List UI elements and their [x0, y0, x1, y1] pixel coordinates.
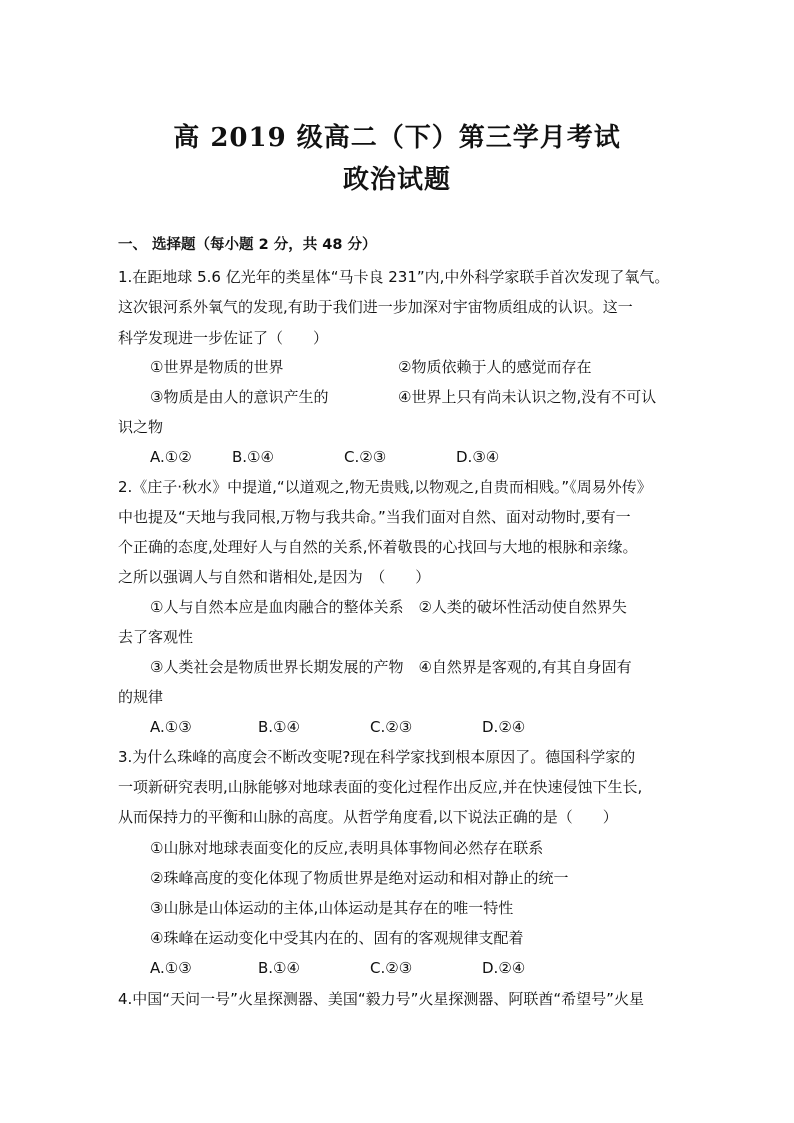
q3-choice-d: D.②④	[482, 959, 526, 977]
q1-statement-4-cont: 识之物	[118, 418, 164, 436]
q1-choice-d: D.③④	[456, 448, 500, 466]
q2-choice-a: A.①③	[150, 718, 192, 736]
q2-statement-2-cont: 去了客观性	[118, 628, 194, 646]
q4-stem-line: 4.中国“天问一号”火星探测器、美国“毅力号”火星探测器、阿联酋“希望号”火星	[118, 990, 644, 1008]
q1-statement-3: ③物质是由人的意识产生的	[150, 388, 329, 406]
q1-stem-line: 这次银河系外氧气的发现,有助于我们进一步加深对宇宙物质组成的认识。这一	[118, 298, 633, 316]
exam-title: 高 2019 级高二（下）第三学月考试	[173, 123, 621, 153]
q2-stem-line: 中也提及“天地与我同根,万物与我共命。”当我们面对自然、面对动物时,要有一	[118, 508, 631, 526]
q2-stem-line: 之所以强调人与自然和谐相处,是因为 （ ）	[118, 568, 431, 586]
q3-stem-line: 一项新研究表明,山脉能够对地球表面的变化过程作出反应,并在快速侵蚀下生长,	[118, 778, 643, 796]
q1-stem-line: 1.在距地球 5.6 亿光年的类星体“马卡良 231”内,中外科学家联手首次发现了氧气。	[118, 268, 670, 286]
q1-statement-2: ②物质依赖于人的感觉而存在	[398, 358, 592, 376]
exam-subtitle: 政治试题	[342, 165, 451, 195]
q1-stem-line: 科学发现进一步佐证了（ ）	[118, 329, 329, 347]
q3-choice-b: B.①④	[258, 959, 300, 977]
q2-statement-3-4: ③人类社会是物质世界长期发展的产物 ④自然界是客观的,有其自身固有	[150, 658, 632, 676]
q2-choice-d: D.②④	[482, 718, 526, 736]
q1-choice-a: A.①②	[150, 448, 192, 466]
q2-choice-c: C.②③	[370, 718, 413, 736]
q2-choice-b: B.①④	[258, 718, 300, 736]
q3-statement-2: ②珠峰高度的变化体现了物质世界是绝对运动和相对静止的统一	[150, 869, 569, 887]
q3-stem-line: 从而保持力的平衡和山脉的高度。从哲学角度看,以下说法正确的是（ ）	[118, 808, 618, 826]
q3-choice-c: C.②③	[370, 959, 413, 977]
q2-statement-1-2: ①人与自然本应是血肉融合的整体关系 ②人类的破坏性活动使自然界失	[150, 598, 627, 616]
q3-statement-3: ③山脉是山体运动的主体,山体运动是其存在的唯一特性	[150, 899, 514, 917]
q3-statement-1: ①山脉对地球表面变化的反应,表明具体事物间必然存在联系	[150, 839, 544, 857]
q1-choice-c: C.②③	[344, 448, 387, 466]
q2-stem-line: 2.《庄子·秋水》中提道,“以道观之,物无贵贱,以物观之,自贵而相贱。”《周易外传》	[118, 478, 652, 496]
q3-stem-line: 3.为什么珠峰的高度会不断改变呢?现在科学家找到根本原因了。德国科学家的	[118, 748, 636, 766]
q1-choice-b: B.①④	[232, 448, 274, 466]
q3-choice-a: A.①③	[150, 959, 192, 977]
q1-statement-1: ①世界是物质的世界	[150, 358, 284, 376]
q2-statement-4-cont: 的规律	[118, 688, 164, 706]
q2-stem-line: 个正确的态度,处理好人与自然的关系,怀着敬畏的心找回与大地的根脉和亲缘。	[118, 538, 638, 556]
q3-statement-4: ④珠峰在运动变化中受其内在的、固有的客观规律支配着	[150, 929, 524, 947]
q1-statement-4: ④世界上只有尚未认识之物,没有不可认	[398, 388, 657, 406]
section-heading: 一、 选择题（每小题 2 分，共 48 分）	[118, 237, 377, 253]
